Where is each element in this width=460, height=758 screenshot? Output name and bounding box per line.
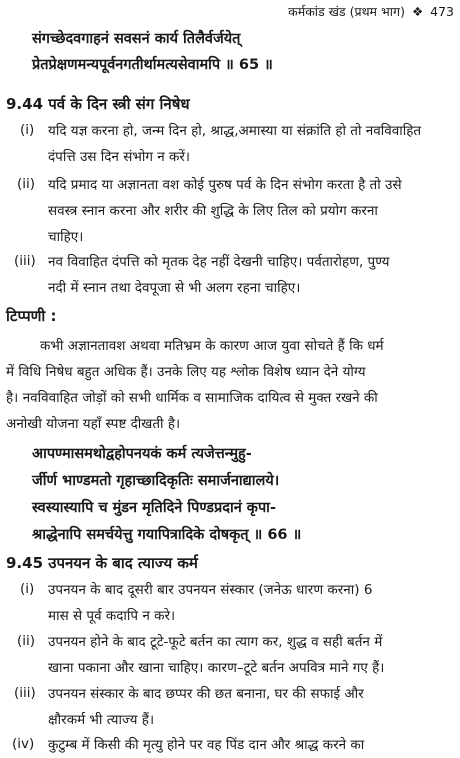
item-text-line: उपनयन संस्कार के बाद छप्पर की छत बनाना, घर की सफाई और <box>48 686 364 702</box>
item-text-line: दंपत्ति उस दिन संभोग न करें। <box>48 149 191 165</box>
section-heading-9-45: 9.45 उपनयन के बाद त्याज्य कर्म <box>6 554 198 572</box>
verse-66-line-2: र्जीर्ण भाण्डमतो गृहाच्छादिकृतिः समार्जनाद्यालये। <box>32 473 280 489</box>
item-text-line: क्षौरकर्म भी त्याज्य हैं। <box>48 712 155 728</box>
verse-66-line-1: आपण्मासमथोद्वहोपनयकं कर्म त्यजेत्तन्मुहु- <box>32 446 252 462</box>
verse-66-line-4: श्राद्धेनापि समर्चयेत्तु गयापित्रादिके दोषकृत् ॥ 66 ॥ <box>32 527 302 543</box>
item-number: (ii) <box>17 176 36 192</box>
item-number: (i) <box>20 581 35 597</box>
item-text-line: मास से पूर्व कदापि न करे। <box>48 608 176 624</box>
note-heading: टिप्पणी : <box>6 307 57 325</box>
item-text-line: नव विवाहित दंपत्ति को मृतक देह नहीं देखनी चाहिए। पर्वतारोहण, पुण्य <box>48 254 390 270</box>
page-number: 473 <box>430 4 454 19</box>
running-title: कर्मकांड खंड (प्रथम भाग) <box>288 4 405 19</box>
item-text-line: यदि प्रमाद या अज्ञानता वश कोई पुरुष पर्व के दिन संभोग करता है तो उसे <box>48 177 402 193</box>
ornament-icon: ❖ <box>411 4 424 19</box>
verse-65-line-1: संगच्छेदवगाहनं सवसनं कार्य तिलैर्वर्जयेत् <box>32 31 241 47</box>
section-heading-9-44: 9.44 पर्व के दिन स्त्री संग निषेध <box>6 95 190 113</box>
item-text-line: कुटुम्ब में किसी की मृत्यु होने पर वह पिंड दान और श्राद्ध करने का <box>48 737 365 753</box>
item-text-line: खाना पकाना और खाना चाहिए। कारण–टूटे बर्तन अपवित्र माने गए हैं। <box>48 660 385 676</box>
item-text-line: यदि यज्ञ करना हो, जन्म दिन हो, श्राद्ध,अमास्या या संक्रांति हो तो नवविवाहित <box>48 123 422 139</box>
note-line: है। नवविवाहित जोड़ों को सभी धार्मिक व सामाजिक दायित्व से मुक्त रखने की <box>6 390 378 406</box>
item-number: (i) <box>20 122 35 138</box>
item-text-line: सवस्त्र स्नान करना और शरीर की शुद्धि के लिए तिल को प्रयोग करना <box>48 203 378 219</box>
item-text-line: उपनयन होने के बाद टूटे-फूटे बर्तन का त्याग कर, शुद्ध व सही बर्तन में <box>48 634 383 650</box>
item-number: (iii) <box>14 685 36 701</box>
item-text-line: उपनयन के बाद दूसरी बार उपनयन संस्कार (जनेऊ धारण करना) 6 <box>48 582 373 598</box>
item-number: (iv) <box>12 736 35 752</box>
note-line: अनोखी योजना यहाँ स्पष्ट दीखती है। <box>6 416 181 432</box>
note-line: में विधि निषेध बहुत अधिक हैं। उनके लिए यह श्लोक विशेष ध्यान देने योग्य <box>6 364 366 380</box>
item-number: (ii) <box>17 633 36 649</box>
running-header <box>288 3 454 20</box>
item-text-line: चाहिए। <box>48 229 84 245</box>
verse-66-line-3: स्वस्यास्यापि च मुंडन मृतिदिने पिण्डप्रदानं कृपा- <box>32 500 276 516</box>
item-number: (iii) <box>14 253 36 269</box>
verse-65-line-2: प्रेतप्रेक्षणमन्यपूर्वनगतीर्थामत्यसेवामपि ॥ 65 ॥ <box>32 57 273 73</box>
note-line: कभी अज्ञानतावश अथवा मतिभ्रम के कारण आज युवा सोचते हैं कि धर्म <box>40 338 384 354</box>
item-text-line: नदी में स्नान तथा देवपूजा से भी अलग रहना चाहिए। <box>48 280 301 296</box>
